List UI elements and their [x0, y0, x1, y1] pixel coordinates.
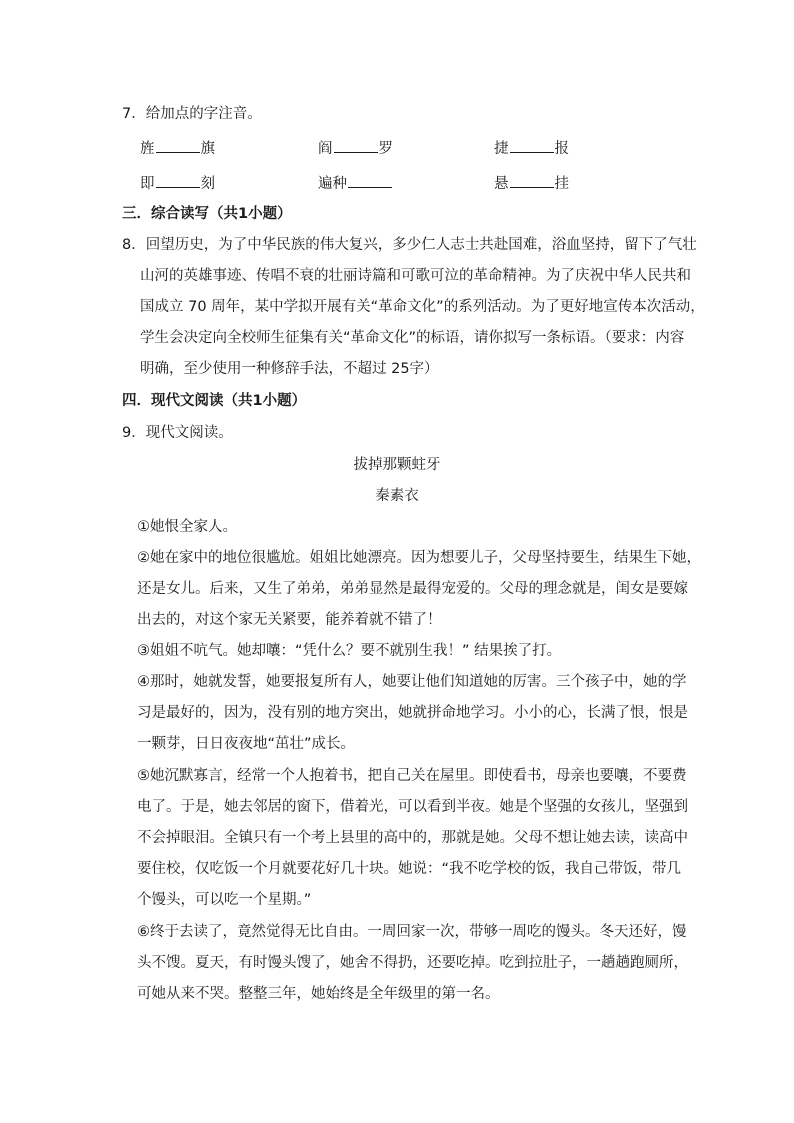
article-title: 拔掉那颗蛀牙	[353, 457, 441, 473]
item-text-post: 旗	[200, 141, 215, 157]
paragraph-line: 可她从来不哭。整整三年，她始终是全年级里的第一名。	[137, 986, 500, 1002]
pinyin-item	[318, 137, 393, 158]
answer-blank[interactable]	[348, 173, 392, 188]
paragraph-line: 电了。于是，她去邻居的窗下，借着光，可以看到半夜。她是个坚强的女孩儿，坚强到	[137, 799, 688, 815]
paragraph-line: 要住校，仅吃饭一个月就要花好几十块。她说：“我不吃学校的饭，我自己带饭，带几	[137, 861, 682, 877]
pinyin-item	[140, 172, 215, 193]
paragraph-line: ④那时，她就发誓，她要报复所有人，她要让他们知道她的厉害。三个孩子中，她的学	[137, 674, 687, 690]
article-author: 秦素衣	[375, 488, 419, 504]
q8-line: 学生会决定向全校师生征集有关“革命文化”的标语，请你拟写一条标语。（要求：内容	[140, 330, 685, 346]
paragraph-line: 个馒头，可以吃一个星期。”	[137, 892, 312, 908]
answer-blank[interactable]	[510, 173, 554, 188]
item-text-pre: 旌	[140, 141, 155, 157]
paragraph-line: ⑥终于去读了，竟然觉得无比自由。一周回家一次，带够一周吃的馒头。冬天还好，馒	[137, 924, 687, 940]
q8-line: 国成立 70 周年，某中学拟开展有关“革命文化”的系列活动。为了更好地宣传本次活动，	[140, 299, 705, 315]
item-text-pre: 捷	[494, 141, 509, 157]
paragraph-line: 不会掉眼泪。全镇只有一个考上县里的高中的，那就是她。父母不想让她去读，读高中	[137, 830, 688, 846]
answer-blank[interactable]	[156, 138, 200, 153]
item-text-post: 罗	[378, 141, 393, 157]
q9-prompt: 9．现代文阅读。	[122, 425, 233, 441]
paragraph-line: ①她恨全家人。	[137, 519, 237, 535]
item-text-pre: 阎	[318, 141, 333, 157]
paragraph-line: ⑤她沉默寡言，经常一个人抱着书，把自己关在屋里。即使看书，母亲也要嚷，不要费	[137, 768, 687, 784]
pinyin-item	[140, 137, 215, 158]
answer-blank[interactable]	[510, 138, 554, 153]
paragraph-line: ③姐姐不吭气。她却嚷：“凭什么？要不就别生我！” 结果挨了打。	[137, 643, 562, 659]
section-heading-3: 三．综合读写（共1小题）	[122, 206, 292, 222]
q8-line: 明确，至少使用一种修辞手法，不超过 25字）	[140, 361, 439, 377]
q8-line: 8．回望历史，为了中华民族的伟大复兴，多少仁人志士共赴国难，浴血坚持，留下了气壮	[122, 237, 697, 253]
paragraph-line: 头不馊。夏天，有时馒头馊了，她舍不得扔，还要吃掉。吃到拉肚子，一趟趟跑厕所，	[137, 955, 688, 971]
item-text-pre: 遍种	[318, 176, 347, 192]
item-text-post: 挂	[554, 176, 569, 192]
item-text-post: 刻	[200, 176, 215, 192]
paragraph-line: 出去的，对这个家无关紧要，能养着就不错了！	[137, 612, 442, 628]
pinyin-item	[494, 137, 569, 158]
answer-blank[interactable]	[334, 138, 378, 153]
section-heading-4: 四．现代文阅读（共1小题）	[122, 393, 307, 409]
q8-line: 山河的英雄事迹、传唱不衰的壮丽诗篇和可歌可泣的革命精神。为了庆祝中华人民共和	[140, 268, 691, 284]
paragraph-line: 习是最好的，因为，没有别的地方突出，她就拼命地学习。小小的心，长满了恨，恨是	[137, 705, 688, 721]
paragraph-line: 一颗芽，日日夜夜地“茁壮”成长。	[137, 736, 356, 752]
paragraph-line: ②她在家中的地位很尴尬。姐姐比她漂亮。因为想要儿子，父母坚持要生，结果生下她，	[137, 550, 701, 566]
pinyin-item	[318, 172, 393, 193]
q7-prompt: 7．给加点的字注音。	[122, 106, 262, 122]
pinyin-item	[494, 172, 569, 193]
item-text-pre: 悬	[494, 176, 509, 192]
item-text-pre: 即	[140, 176, 155, 192]
item-text-post: 报	[554, 141, 569, 157]
paragraph-line: 还是女儿。后来，又生了弟弟，弟弟显然是最得宠爱的。父母的理念就是，闺女是要嫁	[137, 581, 688, 597]
answer-blank[interactable]	[156, 173, 200, 188]
